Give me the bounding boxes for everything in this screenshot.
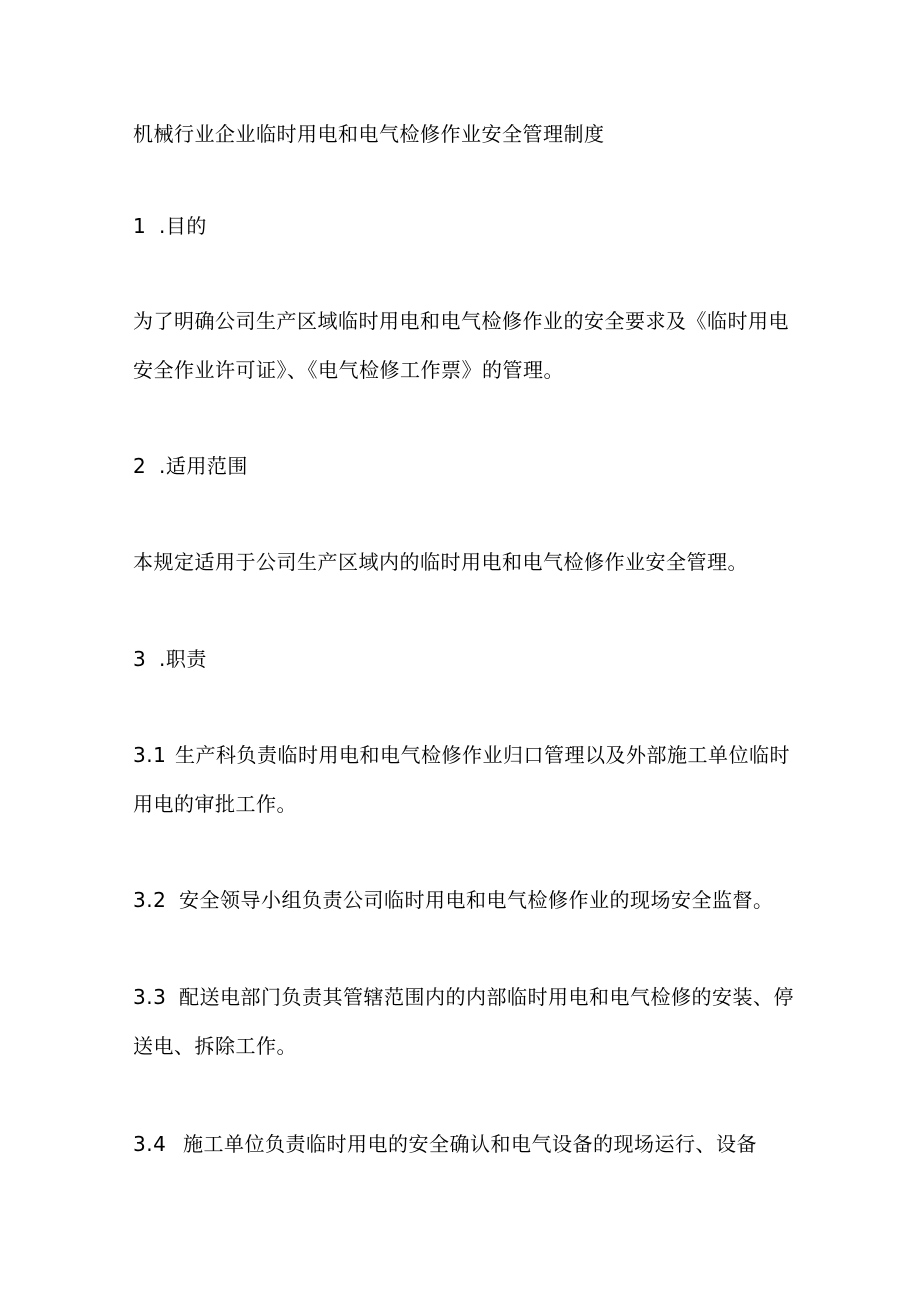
item-3-1-text-line-1: 生产科负责临时用电和电气检修作业归口管理以及外部施工单位临时 bbox=[175, 743, 790, 767]
item-3-2-text-line-1: 安全领导小组负责公司临时用电和电气检修作业的现场安全监督。 bbox=[179, 888, 774, 912]
item-3-2-line-1 bbox=[133, 890, 774, 910]
item-3-1-line-2: 用电的审批工作。 bbox=[133, 792, 297, 816]
item-3-1-number: 3.1 bbox=[133, 743, 167, 767]
section-1-heading-text: .目的 bbox=[159, 214, 207, 238]
item-3-4-number: 3.4 bbox=[133, 1132, 167, 1156]
section-2-heading bbox=[133, 456, 248, 476]
item-3-3-number: 3.3 bbox=[133, 985, 167, 1009]
section-3-heading-text: .职责 bbox=[159, 647, 207, 671]
item-3-3-text-line-1: 配送电部门负责其管辖范围内的内部临时用电和电气检修的安装、停 bbox=[179, 985, 794, 1009]
item-3-1-line-1 bbox=[133, 745, 790, 765]
section-3-number: 3 bbox=[133, 647, 147, 671]
section-2-body-line-1: 本规定适用于公司生产区域内的临时用电和电气检修作业安全管理。 bbox=[133, 550, 748, 574]
section-2-number: 2 bbox=[133, 454, 147, 478]
document-title: 机械行业企业临时用电和电气检修作业安全管理制度 bbox=[133, 122, 605, 146]
section-1-body-line-2: 安全作业许可证》、《电气检修工作票》的管理。 bbox=[133, 358, 564, 382]
item-3-3-line-2: 送电、拆除工作。 bbox=[133, 1034, 297, 1058]
section-3-heading bbox=[133, 649, 207, 669]
section-1-number: 1 bbox=[133, 214, 147, 238]
section-2-heading-text: .适用范围 bbox=[159, 454, 248, 478]
item-3-4-text-line-1: 施工单位负责临时用电的安全确认和电气设备的现场运行、设备 bbox=[183, 1132, 757, 1156]
section-1-body-line-1: 为了明确公司生产区域临时用电和电气检修作业的安全要求及《临时用电 bbox=[133, 309, 789, 333]
item-3-2-number: 3.2 bbox=[133, 888, 167, 912]
item-3-3-line-1 bbox=[133, 987, 794, 1007]
item-3-4-line-1 bbox=[133, 1134, 757, 1154]
section-1-heading bbox=[133, 216, 207, 236]
